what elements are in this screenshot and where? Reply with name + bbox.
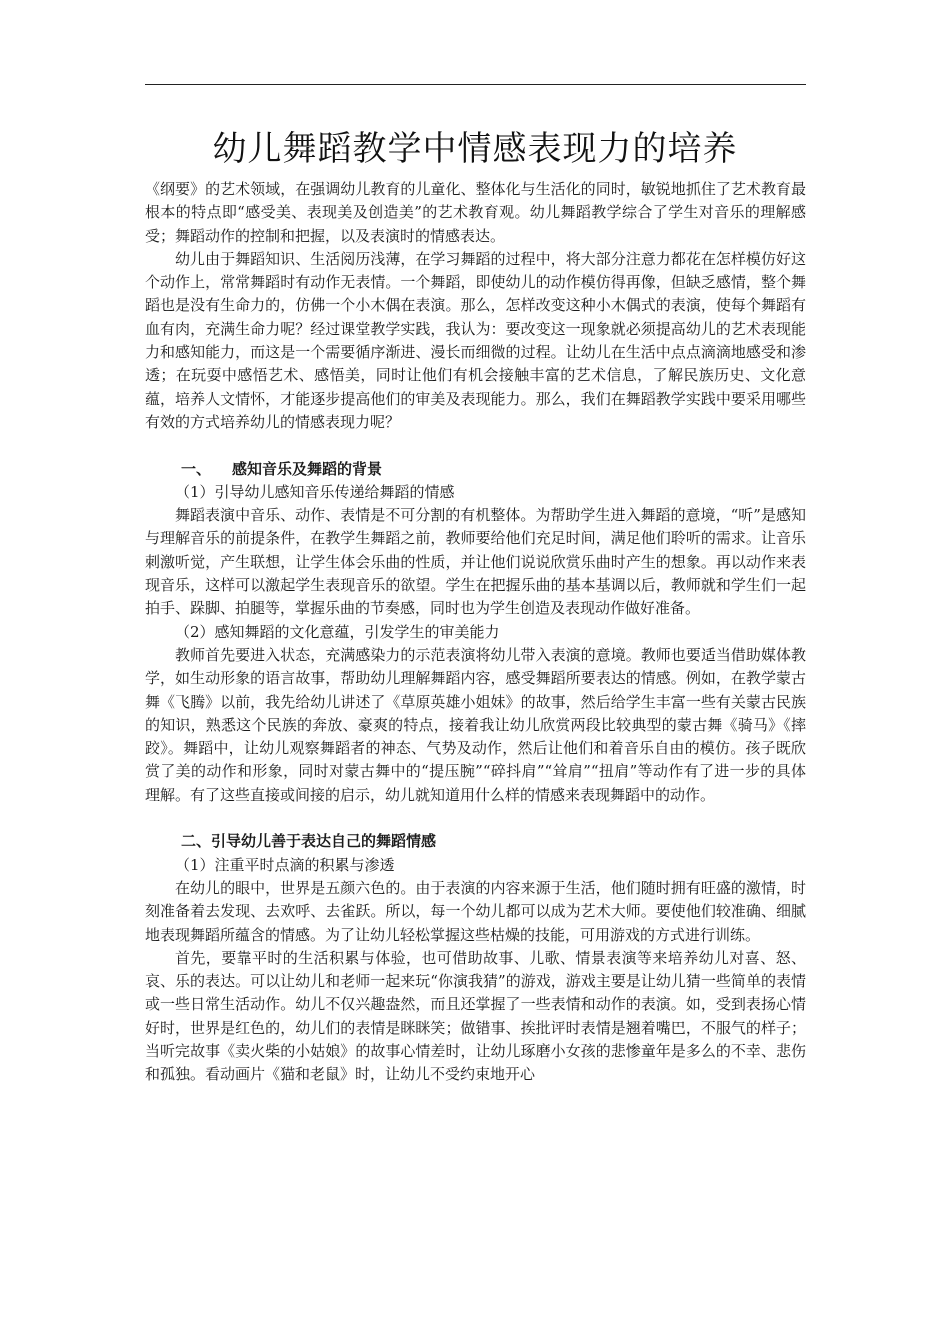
section-title: 感知音乐及舞蹈的背景: [232, 459, 383, 478]
subsection-heading: （1）引导幼儿感知音乐传递给舞蹈的情感: [175, 482, 455, 501]
blank-line: [145, 807, 806, 830]
header-rule: [145, 84, 806, 85]
paragraph: 教师首先要进入状态，充满感染力的示范表演将幼儿带入表演的意境。教师也要适当借助媒体教学，如生动形象的语言故事，帮助幼儿理解舞蹈内容，感受舞蹈所要表达的情感。例如，在教学蒙古舞《飞腾》以前，我先给幼儿讲述了《草原英雄小姐妹》的故事，然后给学生丰富一些有关蒙古民族的知识，熟悉这个民族的奔放、豪爽的特点，接着我让幼儿欣赏两段比较典型的蒙古舞《骑马》《摔跤》。舞蹈中，让幼儿观察舞蹈者的神态、气势及动作，然后让他们和着音乐自由的模仿。孩子既欣赏了美的动作和形象，同时对蒙古舞中的“提压腕”“碎抖肩”“耸肩”“扭肩”等动作有了进一步的具体理解。有了这些直接或间接的启示，幼儿就知道用什么样的情感来表现舞蹈中的动作。: [145, 645, 806, 804]
document-title: 幼儿舞蹈教学中情感表现力的培养: [212, 129, 738, 169]
subsection-heading: （1）注重平时点滴的积累与渗透: [175, 855, 395, 874]
document-body: [145, 178, 806, 1087]
section-heading-2: 二、引导幼儿善于表达自己的舞蹈情感: [181, 832, 437, 851]
paragraph-intro: 《纲要》的艺术领域，在强调幼儿教育的儿童化、整体化与生活化的同时，敏锐地抓住了艺术教育最根本的特点即“感受美、表现美及创造美”的艺术教育观。幼儿舞蹈教学综合了学生对音乐的理解感受；舞蹈动作的控制和把握，以及表演时的情感表达。: [145, 180, 806, 245]
paragraph: 首先，要靠平时的生活积累与体验，也可借助故事、儿歌、情景表演等来培养幼儿对喜、怒、哀、乐的表达。可以让幼儿和老师一起来玩“你演我猜”的游戏，游戏主要是让幼儿猜一些简单的表情或一些日常生活动作。幼儿不仅兴趣盎然，而且还掌握了一些表情和动作的表演。如，受到表扬心情好时，世界是红色的，幼儿们的表情是眯眯笑；做错事、挨批评时表情是翘着嘴巴，不服气的样子；当听完故事《卖火柴的小姑娘》的故事心情差时，让幼儿琢磨小女孩的悲惨童年是多么的不幸、悲伤和孤独。看动画片《猫和老鼠》时，让幼儿不受约束地开心: [145, 948, 806, 1084]
blank-line: [145, 434, 806, 457]
section-number: 一、: [181, 459, 212, 478]
paragraph: 幼儿由于舞蹈知识、生活阅历浅薄，在学习舞蹈的过程中，将大部分注意力都花在怎样模仿好这个动作上，常常舞蹈时有动作无表情。一个舞蹈，即使幼儿的动作模仿得再像，但缺乏感情，整个舞蹈也是没有生命力的，仿佛一个小木偶在表演。那么，怎样改变这种小木偶式的表演，使每个舞蹈有血有肉，充满生命力呢？经过课堂教学实践，我认为：要改变这一现象就必须提高幼儿的艺术表现能力和感知能力，而这是一个需要循序渐进、漫长而细微的过程。让幼儿在生活中点点滴滴地感受和渗透；在玩耍中感悟艺术、感悟美，同时让他们有机会接触丰富的艺术信息，了解民族历史、文化意蕴，培养人文情怀，才能逐步提高他们的审美及表现能力。那么，我们在舞蹈教学实践中要采用哪些有效的方式培养幼儿的情感表现力呢？: [145, 249, 806, 431]
subsection-heading: （2）感知舞蹈的文化意蕴，引发学生的审美能力: [175, 622, 500, 641]
paragraph: 在幼儿的眼中，世界是五颜六色的。由于表演的内容来源于生活，他们随时拥有旺盛的激情，时刻准备着去发现、去欢呼、去雀跃。所以，每一个幼儿都可以成为艺术大师。要使他们较准确、细腻地表现舞蹈所蕴含的情感。为了让幼儿轻松掌握这些枯燥的技能，可用游戏的方式进行训练。: [145, 878, 806, 944]
paragraph: 舞蹈表演中音乐、动作、表情是不可分割的有机整体。为帮助学生进入舞蹈的意境，“听”是感知与理解音乐的前提条件，在教学生舞蹈之前，教师要给他们充足时间，满足他们聆听的需求。让音乐刺激听觉，产生联想，让学生体会乐曲的性质，并让他们说说欣赏乐曲时产生的想象。再以动作来表现音乐，这样可以激起学生表现音乐的欲望。学生在把握乐曲的基本基调以后，教师就和学生们一起拍手、跺脚、拍腿等，掌握乐曲的节奏感，同时也为学生创造及表现动作做好准备。: [145, 506, 806, 618]
section-heading-1: [145, 458, 806, 481]
